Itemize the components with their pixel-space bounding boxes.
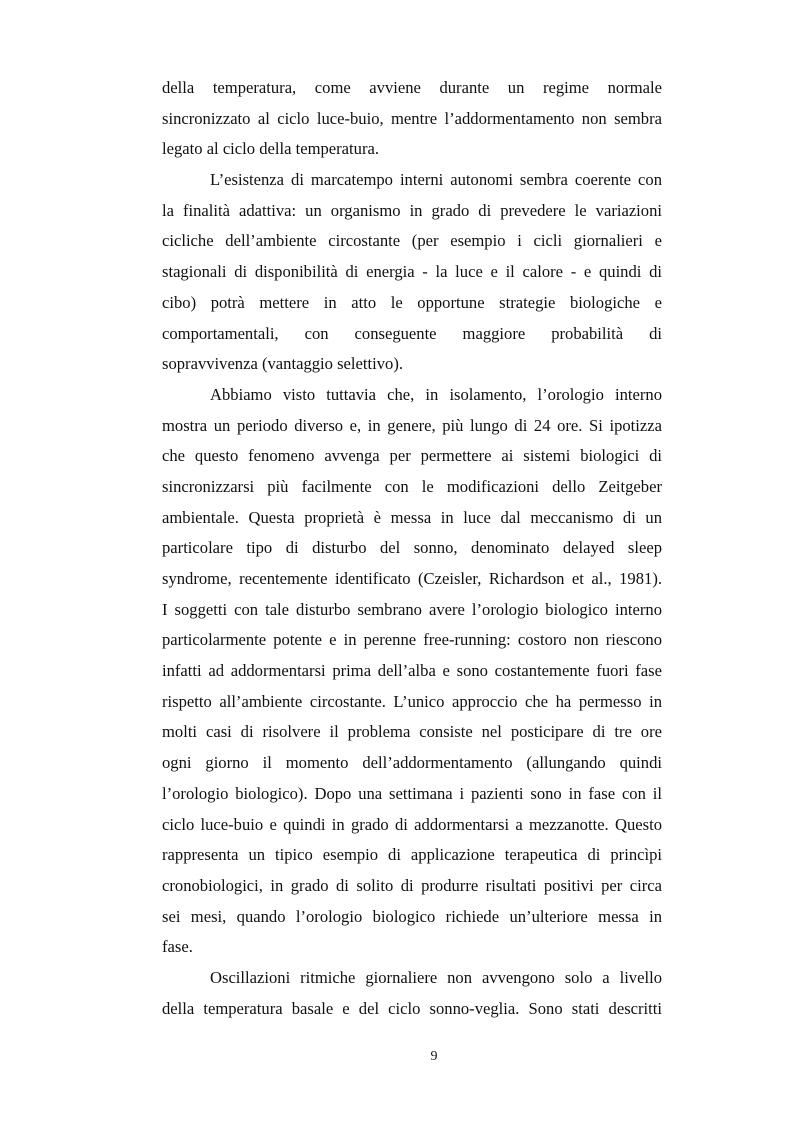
text-line: cronobiologici, in grado di solito di produrre risultati positivi per circa bbox=[162, 875, 662, 895]
text-line: l’orologio biologico). Dopo una settimana i pazienti sono in fase con il bbox=[162, 783, 662, 803]
text-line: cicliche dell’ambiente circostante (per esempio i cicli giornalieri e bbox=[162, 231, 662, 251]
text-line: comportamentali, con conseguente maggiore probabilità di bbox=[162, 323, 662, 343]
text-line: che questo fenomeno avvenga per permettere ai sistemi biologici di bbox=[162, 446, 662, 466]
text-line: molti casi di risolvere il problema consiste nel posticipare di tre ore bbox=[162, 722, 662, 742]
text-line: cibo) potrà mettere in atto le opportune strategie biologiche e bbox=[162, 292, 662, 312]
text-line: fase. bbox=[162, 937, 193, 957]
text-line: sincronizzato al ciclo luce-buio, mentre l’addormentamento non sembra bbox=[162, 108, 662, 128]
text-line: particolarmente potente e in perenne free-running: costoro non riescono bbox=[162, 630, 662, 650]
text-line: la finalità adattiva: un organismo in grado di prevedere le variazioni bbox=[162, 200, 662, 220]
text-line: della temperatura basale e del ciclo sonno-veglia. Sono stati descritti bbox=[162, 998, 662, 1018]
text-line: stagionali di disponibilità di energia - la luce e il calore - e quindi di bbox=[162, 262, 662, 282]
text-line: ambientale. Questa proprietà è messa in luce dal meccanismo di un bbox=[162, 507, 662, 527]
text-line: ciclo luce-buio e quindi in grado di addormentarsi a mezzanotte. Questo bbox=[162, 814, 662, 834]
text-line: ogni giorno il momento dell’addormentamento (allungando quindi bbox=[162, 753, 662, 773]
text-line: rispetto all’ambiente circostante. L’unico approccio che ha permesso in bbox=[162, 691, 662, 711]
text-line: rappresenta un tipico esempio di applicazione terapeutica di princìpi bbox=[162, 845, 662, 865]
paragraph-first-line: Oscillazioni ritmiche giornaliere non avvengono solo a livello bbox=[210, 967, 662, 987]
text-line: syndrome, recentemente identificato (Czeisler, Richardson et al., 1981). bbox=[162, 569, 662, 588]
text-line: infatti ad addormentarsi prima dell’alba e sono costantemente fuori fase bbox=[162, 661, 662, 681]
text-line: I soggetti con tale disturbo sembrano avere l’orologio biologico interno bbox=[162, 599, 662, 619]
text-line: sopravvivenza (vantaggio selettivo). bbox=[162, 354, 403, 374]
text-line: della temperatura, come avviene durante un regime normale bbox=[162, 78, 662, 97]
text-line: legato al ciclo della temperatura. bbox=[162, 139, 379, 159]
paragraph-first-line: Abbiamo visto tuttavia che, in isolamento, l’orologio interno bbox=[210, 384, 662, 404]
paragraph-first-line: L’esistenza di marcatempo interni autonomi sembra coerente con bbox=[210, 170, 662, 190]
text-line: sincronizzarsi più facilmente con le modificazioni dello Zeitgeber bbox=[162, 476, 662, 496]
body-text bbox=[162, 73, 662, 1024]
text-line: mostra un periodo diverso e, in genere, più lungo di 24 ore. Si ipotizza bbox=[162, 415, 662, 435]
text-line: particolare tipo di disturbo del sonno, denominato delayed sleep bbox=[162, 538, 662, 558]
text-line: sei mesi, quando l’orologio biologico richiede un’ulteriore messa in bbox=[162, 906, 662, 926]
page-number: 9 bbox=[430, 1049, 438, 1064]
